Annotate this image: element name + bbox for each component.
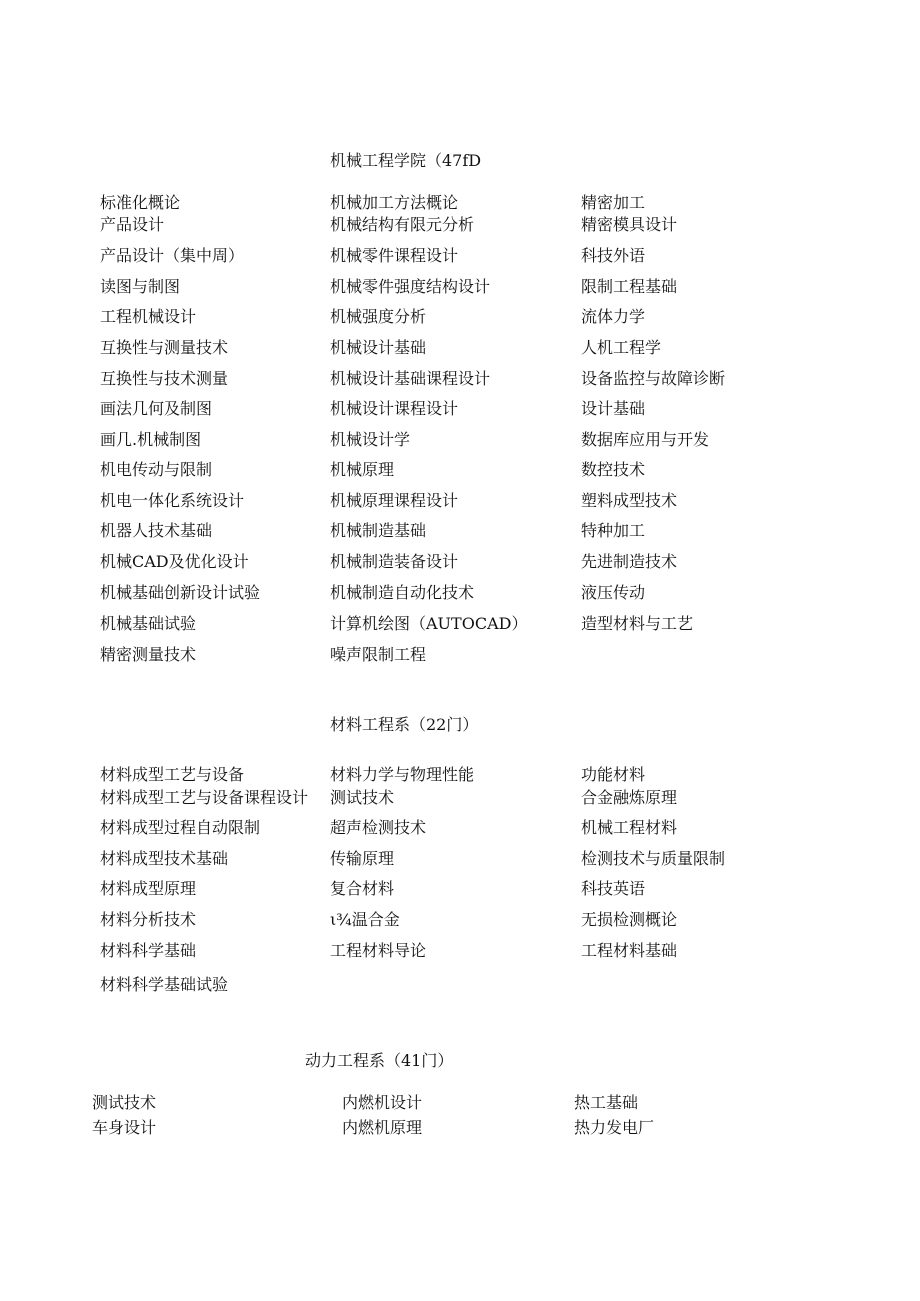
course-name: 功能材料 — [581, 765, 646, 784]
course-name: 材料成型技术基础 — [100, 849, 229, 868]
course-name: 材料成型过程自动限制 — [100, 818, 261, 837]
course-name: 机械制造基础 — [330, 521, 427, 540]
course-name: 机械基础试验 — [100, 614, 197, 633]
course-name: 材料科学基础试验 — [100, 975, 229, 994]
course-name: 机械结构有限元分析 — [330, 215, 475, 234]
course-name: 测试技术 — [330, 788, 395, 807]
course-name: 工程材料导论 — [330, 941, 427, 960]
course-name: 计算机绘图（AUTOCAD） — [330, 614, 528, 633]
course-name: 标准化概论 — [100, 193, 181, 212]
course-name: 噪声限制工程 — [330, 645, 427, 664]
course-name: 检测技术与质量限制 — [581, 849, 726, 868]
course-name: 互换性与测量技术 — [100, 338, 229, 357]
course-name: 科技外语 — [581, 246, 646, 265]
course-name: 材料科学基础 — [100, 941, 197, 960]
course-name: 机械强度分析 — [330, 307, 427, 326]
course-name: 液压传动 — [581, 583, 646, 602]
course-name: 测试技术 — [92, 1093, 157, 1112]
course-name: 机电传动与限制 — [100, 460, 213, 479]
course-name: 材料成型原理 — [100, 879, 197, 898]
course-name: 内燃机原理 — [342, 1118, 423, 1137]
course-name: 机械CAD及优化设计 — [100, 552, 249, 571]
course-name: 限制工程基础 — [581, 277, 678, 296]
course-name: 超声检测技术 — [330, 818, 427, 837]
course-name: 机械工程材料 — [581, 818, 678, 837]
course-name: 互换性与技术测量 — [100, 369, 229, 388]
course-name: 设计基础 — [581, 399, 646, 418]
course-name: 造型材料与工艺 — [581, 614, 694, 633]
section-title: 机械工程学院（47fD — [330, 151, 482, 170]
course-name: 读图与制图 — [100, 277, 181, 296]
course-name: 机械基础创新设计试验 — [100, 583, 261, 602]
course-name: 机械设计课程设计 — [330, 399, 459, 418]
course-name: 流体力学 — [581, 307, 646, 326]
course-name: 机械制造自动化技术 — [330, 583, 475, 602]
course-name: 机械加工方法概论 — [330, 193, 459, 212]
course-name: 塑料成型技术 — [581, 491, 678, 510]
course-name: 合金融炼原理 — [581, 788, 678, 807]
course-name: 设备监控与故障诊断 — [581, 369, 726, 388]
course-name: 画法几何及制图 — [100, 399, 213, 418]
course-name: 人机工程学 — [581, 338, 662, 357]
course-name: 产品设计 — [100, 215, 165, 234]
course-name: 材料力学与物理性能 — [330, 765, 475, 784]
course-name: 材料成型工艺与设备 — [100, 765, 245, 784]
course-name: 精密加工 — [581, 193, 646, 212]
course-name: 复合材料 — [330, 879, 395, 898]
course-name: 车身设计 — [92, 1118, 157, 1137]
course-name: 机械制造装备设计 — [330, 552, 459, 571]
course-name: 数控技术 — [581, 460, 646, 479]
course-name: 精密测量技术 — [100, 645, 197, 664]
course-name: 精密模具设计 — [581, 215, 678, 234]
course-name: 科技英语 — [581, 879, 646, 898]
course-name: 机械设计基础 — [330, 338, 427, 357]
course-name: 机械设计学 — [330, 430, 411, 449]
course-name: 热工基础 — [574, 1093, 639, 1112]
course-name: 机械零件课程设计 — [330, 246, 459, 265]
section-title: 动力工程系（41门） — [305, 1051, 454, 1070]
course-name: 工程机械设计 — [100, 307, 197, 326]
course-name: 先进制造技术 — [581, 552, 678, 571]
course-name: 特种加工 — [581, 521, 646, 540]
course-name: 工程材料基础 — [581, 941, 678, 960]
course-name: 机械设计基础课程设计 — [330, 369, 491, 388]
course-name: 热力发电厂 — [574, 1118, 655, 1137]
course-name: 机械原理课程设计 — [330, 491, 459, 510]
course-name: 画几.机械制图 — [100, 430, 202, 449]
section-title: 材料工程系（22门） — [330, 715, 479, 734]
course-name: 内燃机设计 — [342, 1093, 423, 1112]
course-name: 材料成型工艺与设备课程设计 — [100, 788, 309, 807]
course-name: 无损检测概论 — [581, 910, 678, 929]
course-name: 机电一体化系统设计 — [100, 491, 245, 510]
course-name: 材料分析技术 — [100, 910, 197, 929]
course-name: 产品设计（集中周） — [100, 246, 245, 265]
course-name: 机械零件强度结构设计 — [330, 277, 491, 296]
course-name: 数据库应用与开发 — [581, 430, 710, 449]
course-name: ι¾温合金 — [330, 910, 400, 929]
course-name: 机器人技术基础 — [100, 521, 213, 540]
course-name: 机械原理 — [330, 460, 395, 479]
course-name: 传输原理 — [330, 849, 395, 868]
